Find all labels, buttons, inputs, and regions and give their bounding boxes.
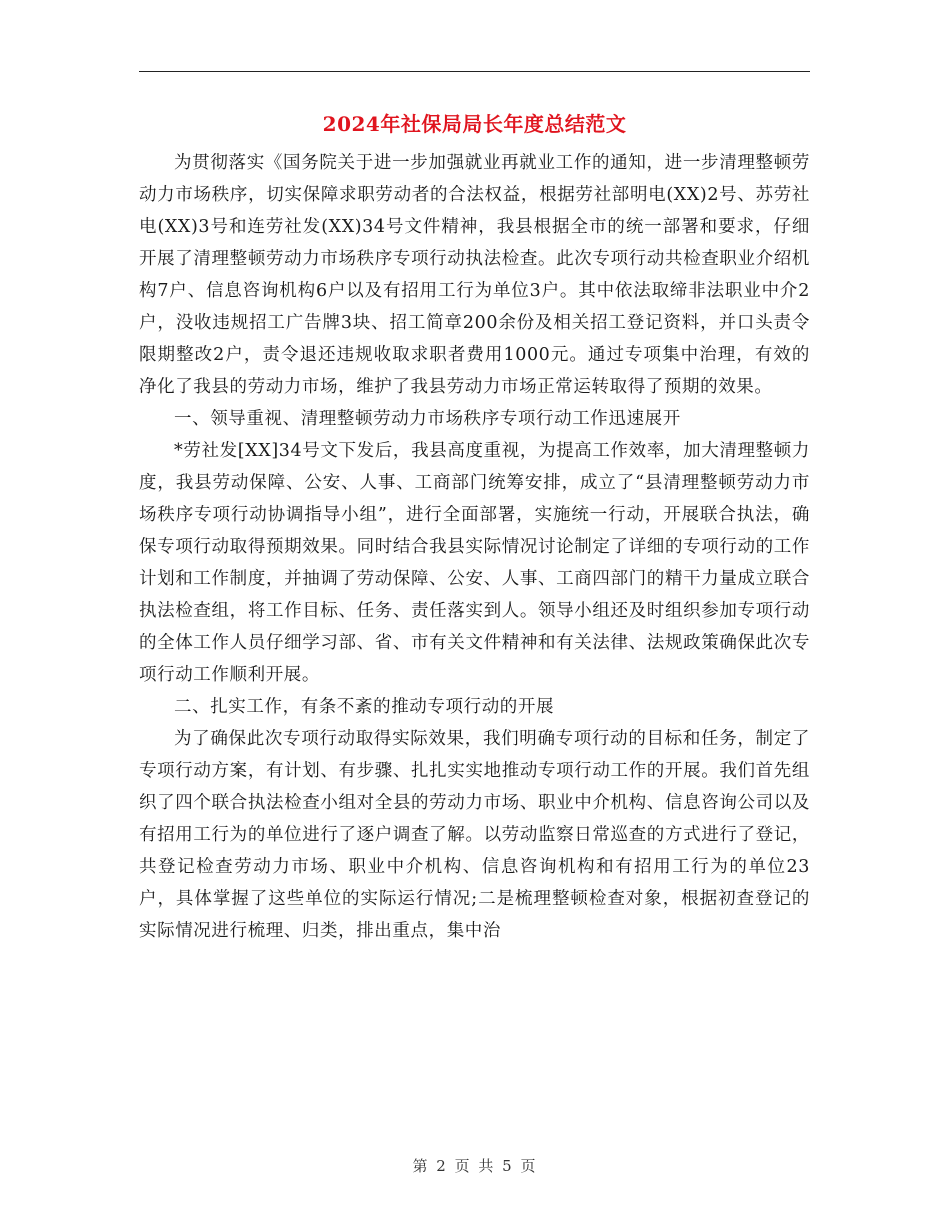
- page-footer: 第 2 页 共 5 页: [412, 1157, 538, 1175]
- header-rule: [139, 71, 810, 72]
- section-heading: 二、扎实工作，有条不紊的推动专项行动的开展: [174, 697, 555, 717]
- body-paragraph: 为了确保此次专项行动取得实际效果，我们明确专项行动的目标和任务，制定了专项行动方案，有计划、有步骤、扎扎实实地推动专项行动工作的开展。我们首先组织了四个联合执法检查小组对全县的劳动力市场、职业中介机构、信息咨询公司以及有招用工行为的单位进行了逐户调查了解。以劳动监察日常巡查的方式进行了登记，共登记检查劳动力市场、职业中介机构、信息咨询机构和有招用工行为的单位23户，具体掌握了这些单位的实际运行情况;二是梳理整顿检查对象，根据初查登记的实际情况进行梳理、归类，排出重点，集中治: [139, 729, 810, 941]
- document-body: [139, 147, 810, 947]
- body-paragraph: 为贯彻落实《国务院关于进一步加强就业再就业工作的通知，进一步清理整顿劳动力市场秩序，切实保障求职劳动者的合法权益，根据劳社部明电(XX)2号、苏劳社电(XX)3号和连劳社发(XX)34号文件精神，我县根据全市的统一部署和要求，仔细开展了清理整顿劳动力市场秩序专项行动执法检查。此次专项行动共检查职业介绍机构7户、信息咨询机构6户以及有招用工行为单位3户。其中依法取缔非法职业中介2户，没收违规招工广告牌3块、招工简章200余份及相关招工登记资料，并口头责令限期整改2户，责令退还违规收取求职者费用1000元。通过专项集中治理，有效的净化了我县的劳动力市场，维护了我县劳动力市场正常运转取得了预期的效果。: [139, 153, 810, 397]
- section-heading: 一、领导重视、清理整顿劳动力市场秩序专项行动工作迅速展开: [174, 409, 681, 429]
- body-paragraph: *劳社发[XX]34号文下发后，我县高度重视，为提高工作效率，加大清理整顿力度，我县劳动保障、公安、人事、工商部门统筹安排，成立了“县清理整顿劳动力市场秩序专项行动协调指导小组”，进行全面部署，实施统一行动，开展联合执法，确保专项行动取得预期效果。同时结合我县实际情况讨论制定了详细的专项行动的工作计划和工作制度，并抽调了劳动保障、公安、人事、工商四部门的精干力量成立联合执法检查组，将工作目标、任务、责任落实到人。领导小组还及时组织参加专项行动的全体工作人员仔细学习部、省、市有关文件精神和有关法律、法规政策确保此次专项行动工作顺利开展。: [139, 441, 810, 685]
- document-title: 2024年社保局局长年度总结范文: [322, 112, 627, 136]
